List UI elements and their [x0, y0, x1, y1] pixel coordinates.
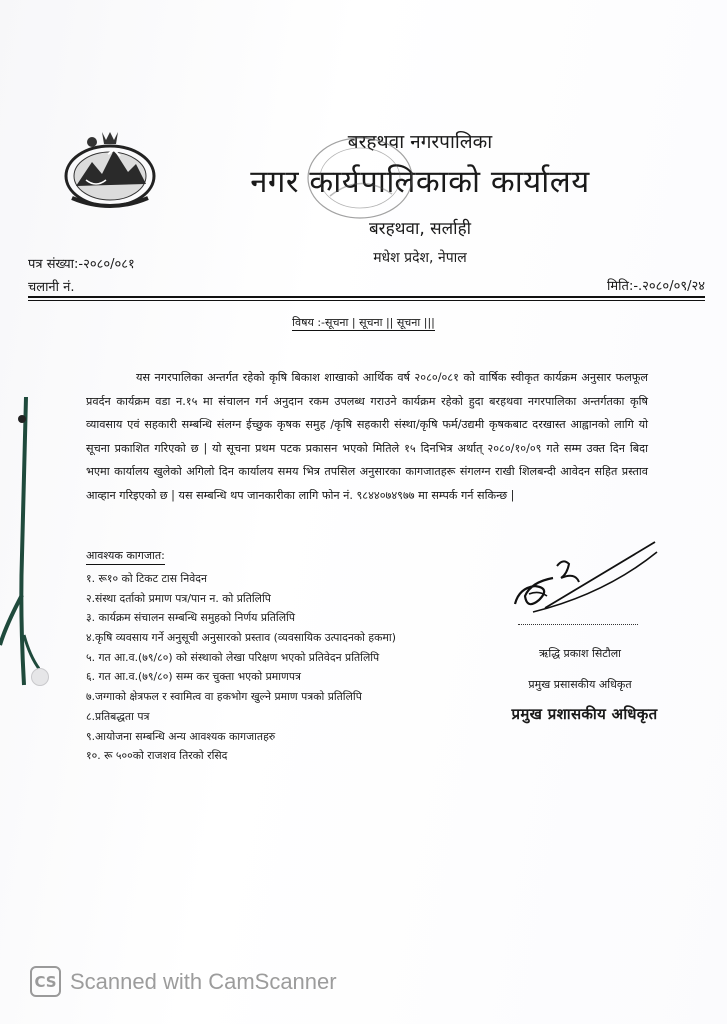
signature-line [518, 624, 638, 625]
office-location: बरहथवा, सर्लाही [368, 219, 472, 239]
dispatch-number: चलानी नं. [28, 280, 75, 295]
municipality-name: बरहथवा नगरपालिका [347, 131, 493, 153]
punch-hole [18, 415, 26, 423]
documents-heading: आवश्यक कागजात: [86, 548, 165, 565]
signature-image [505, 538, 665, 618]
reference-number: पत्र संख्या:-२०८०/०८१ [28, 257, 135, 272]
signatory-title: प्रमुख प्रसासकीय अधिकृत [528, 678, 632, 691]
office-title: नगर कार्यपालिकाको कार्यालय [250, 164, 590, 200]
document-item: ६. गत आ.व.(७९/८०) सम्म कर चुक्ता भएको प्रमाणपत्र [86, 670, 301, 684]
document-item: ८.प्रतिबद्धता पत्र [86, 709, 150, 723]
notice-body: यस नगरपालिका अन्तर्गत रहेको कृषि बिकाश शाखाको आर्थिक वर्ष २०८०/०८१ को वार्षिक स्वीकृत कार्यक्रम अनुसार फलफूल प्रवर्दन कार्यक्रम वडा न.१५ मा संचालन गर्न अनुदान रकम उपलब्ध गराउने कार्यक्रम रहेको हुदा बरहथवा नगरपालिका अन्तर्गतका कृषि व्यावसाय एवं सहकारी सम्बन्धि संलग्न ईच्छुक कृषक समुह /कृषि सहकारी संस्था/कृषि फर्म/उद्यमी कृषकबाट दरखास्त आह्वानको लागि यो सूचना प्रकाशित गरिएको छ | यो सूचना प्रथम पटक प्रकासन भएको मितिले १५ दिनभित्र अर्थात् २०८०/१०/०९ गते सम्म उक्त दिन बिदा भएमा कार्यालय खुलेको अगिलो दिन कार्यालय समय भित्र तपसिल अनुसारका कागजातहरू संगलग्न राखी शिलबन्दी आवेदन सहित प्रस्ताव आव्हान गरिइएको छ | यस सम्बन्धि थप जानकारीका लागि फोन नं. ९८४४०७४९७७ मा सम्पर्क गर्न सकिन्छ | [86, 371, 648, 502]
letter-date: मिति:-.२०८०/०९/२४ [607, 279, 705, 294]
document-item: ७.जग्गाको क्षेत्रफल र स्वामित्व वा हकभोग खुल्ने प्रमाण पत्रको प्रतिलिपि [86, 690, 362, 704]
header-divider-thin [28, 300, 705, 301]
watermark-text: Scanned with CamScanner [70, 968, 337, 994]
subject-text: विषय :-सूचना | सूचना || सूचना ||| [292, 316, 435, 329]
header-divider [28, 296, 705, 298]
province-country: मधेश प्रदेश, नेपाल [373, 250, 467, 266]
scanner-watermark [30, 966, 337, 997]
signatory-stamp: प्रमुख प्रशासकीय अधिकृत [511, 705, 658, 723]
document-item: ४.कृषि व्यवसाय गर्ने अनुसूची अनुसारको प्रस्ताव (व्यवसायिक उत्पादनको हकमा) [86, 631, 396, 645]
documents-list [86, 569, 396, 766]
document-item: ५. गत आ.व.(७९/८०) को संस्थाको लेखा परिक्षण भएको प्रतिवेदन प्रतिलिपि [86, 650, 380, 664]
punch-hole [31, 668, 49, 686]
document-item: ९.आयोजना सम्बन्धि अन्य आवश्यक कागजातहरु [86, 729, 276, 743]
binding-cord-icon [0, 395, 40, 695]
document-item: १. रू१० को टिकट टास निवेदन [86, 572, 207, 585]
signatory-name: ऋद्धि प्रकाश सिटौला [538, 647, 622, 660]
document-item: २.संस्था दर्ताको प्रमाण पत्र/पान न. को प्रतिलिपि [86, 591, 271, 605]
office-seal-icon [300, 132, 420, 224]
subject-line [0, 315, 727, 330]
document-item: १०. रू ५००को राजशव तिरको रसिद [86, 749, 228, 763]
document-item: ३. कार्यक्रम संचालन सम्बन्धि समुहको निर्णय प्रतिलिपि [86, 611, 295, 625]
camscanner-logo-icon: CS [30, 966, 61, 997]
nepal-emblem-icon [62, 128, 158, 210]
